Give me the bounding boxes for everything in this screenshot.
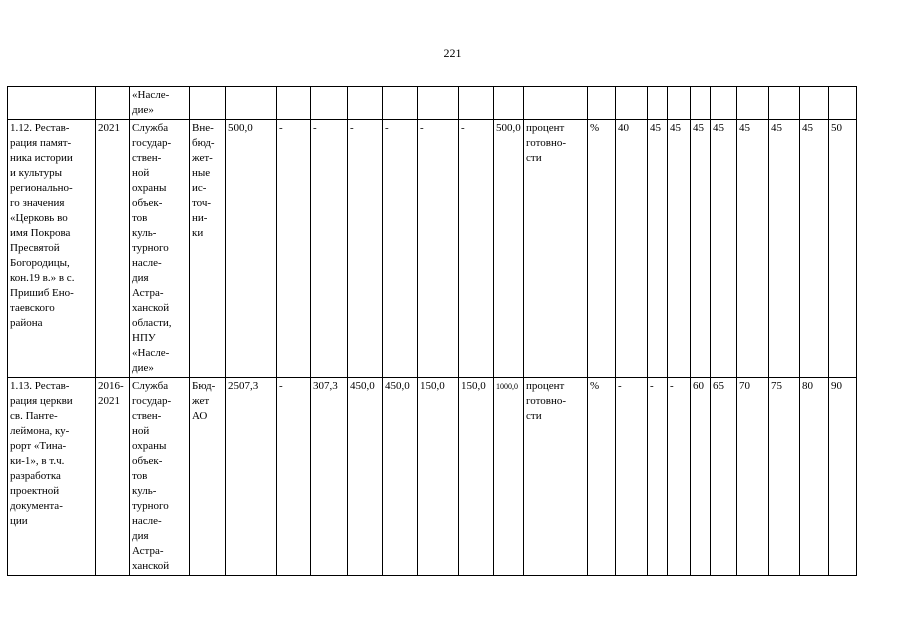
table-cell: -	[348, 120, 383, 378]
measure-name-cell: 1.13. Рестав- рация церкви св. Панте- леймона, ку- рорт «Тина- ки-1», в т.ч. разработка проектной документа- ции	[8, 378, 96, 576]
table-cell: -	[668, 378, 691, 576]
table-cell	[668, 87, 691, 120]
table-cell: 307,3	[311, 378, 348, 576]
table-cell	[494, 87, 524, 120]
table-cell: -	[311, 120, 348, 378]
table-cell	[737, 87, 769, 120]
table-cell: -	[383, 120, 418, 378]
table-cell: 450,0	[383, 378, 418, 576]
table-cell	[348, 87, 383, 120]
executor-cell: Служба государ- ствен- ной охраны объек- тов куль- турного насле- дия Астра- ханской	[130, 378, 190, 576]
table-cell	[648, 87, 668, 120]
table-cell	[616, 87, 648, 120]
table-cell: 70	[737, 378, 769, 576]
table-cell	[829, 87, 857, 120]
funding-source-cell: Бюд- жет АО	[190, 378, 226, 576]
indicator-cell: процент готовно- сти	[524, 378, 588, 576]
table-row	[8, 87, 857, 120]
table-cell	[226, 87, 277, 120]
table-cell: 45	[737, 120, 769, 378]
table-cell: 45	[800, 120, 829, 378]
table-cell	[277, 87, 311, 120]
table-cell: 2507,3	[226, 378, 277, 576]
table-cell	[418, 87, 459, 120]
table-cell: 45	[711, 120, 737, 378]
table-cell	[96, 87, 130, 120]
table-cell	[711, 87, 737, 120]
table-cell: 150,0	[459, 378, 494, 576]
table-cell	[383, 87, 418, 120]
table-cell	[311, 87, 348, 120]
table-cell: 45	[648, 120, 668, 378]
table-cell: 150,0	[418, 378, 459, 576]
indicator-cell: процент готовно- сти	[524, 120, 588, 378]
table-cell: 45	[769, 120, 800, 378]
period-cell: 2021	[96, 120, 130, 378]
table-cell: 450,0	[348, 378, 383, 576]
table-cell: «Насле- дие»	[130, 87, 190, 120]
table-cell: 90	[829, 378, 857, 576]
table-cell	[524, 87, 588, 120]
table-cell: -	[459, 120, 494, 378]
program-table	[7, 86, 857, 576]
table-cell: 500,0	[226, 120, 277, 378]
table-cell: -	[418, 120, 459, 378]
table-cell: -	[277, 120, 311, 378]
table-cell: 45	[691, 120, 711, 378]
table-cell	[8, 87, 96, 120]
table-cell: 80	[800, 378, 829, 576]
table-cell: 45	[668, 120, 691, 378]
table-cell	[691, 87, 711, 120]
table-cell: 40	[616, 120, 648, 378]
measure-name-cell: 1.12. Рестав- рация памят- ника истории и культуры регионально- го значения «Церковь во имя Покрова Пресвятой Богородицы, кон.19 в.» в с. Пришиб Ено- таевского района	[8, 120, 96, 378]
table-row	[8, 378, 857, 576]
table-cell: 75	[769, 378, 800, 576]
table-row	[8, 120, 857, 378]
table-cell: 1000,0	[494, 378, 524, 576]
table-cell: 60	[691, 378, 711, 576]
table-cell	[800, 87, 829, 120]
table-cell	[190, 87, 226, 120]
unit-cell: %	[588, 378, 616, 576]
page-number: 221	[443, 46, 462, 60]
table-cell: -	[648, 378, 668, 576]
funding-source-cell: Вне- бюд- жет- ные ис- точ- ни- ки	[190, 120, 226, 378]
table-cell: 500,0	[494, 120, 524, 378]
table-cell: -	[277, 378, 311, 576]
table-cell	[459, 87, 494, 120]
table-cell	[588, 87, 616, 120]
table-cell: -	[616, 378, 648, 576]
table-cell: 50	[829, 120, 857, 378]
unit-cell: %	[588, 120, 616, 378]
executor-cell: Служба государ- ствен- ной охраны объек- тов куль- турного насле- дия Астра- ханской области, НПУ «Насле- дие»	[130, 120, 190, 378]
table-cell	[769, 87, 800, 120]
period-cell: 2016- 2021	[96, 378, 130, 576]
table-cell: 65	[711, 378, 737, 576]
